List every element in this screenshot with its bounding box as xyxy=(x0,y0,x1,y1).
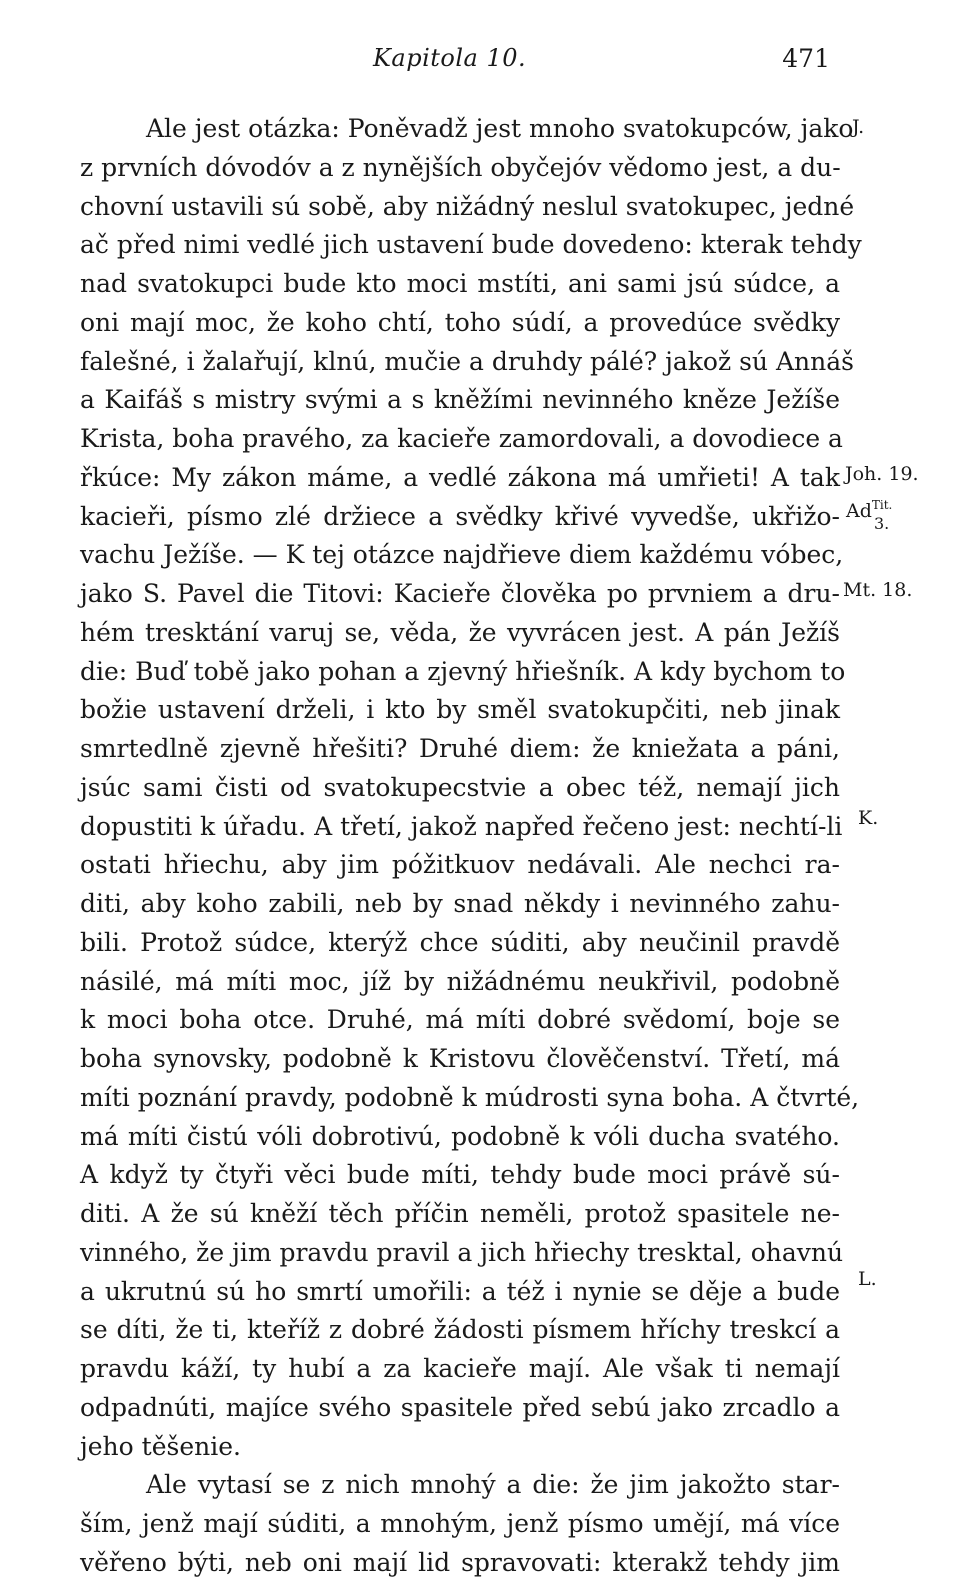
text-line: die: Buď tobě jako pohan a zjevný hřiešník. A kdy bychom to xyxy=(80,656,846,686)
text-line: boha synovsky, podobně k Kristovu člověčenství. Třetí, má xyxy=(80,1044,840,1073)
text-line: Ale jest otázka: Poněvadž jest mnoho svatokupców, jako xyxy=(146,114,854,143)
text-line: jeho těšenie. xyxy=(80,1431,241,1461)
text-line: falešné, i žalařují, klnú, mučie a druhdy pálé? jakož sú Annáš xyxy=(80,346,854,376)
text-line: ším, jenž mají súditi, a mnohým, jenž písmo umějí, má více xyxy=(80,1509,840,1538)
margin-note-j: J. xyxy=(852,116,865,138)
margin-note-joh: Joh. 19. xyxy=(845,463,919,485)
text-line: diti. A že sú kněží těch příčin neměli, protož spasitele ne- xyxy=(80,1199,840,1228)
text-line: násilé, má míti moc, jíž by nižádnému neukřivil, podobně xyxy=(80,966,840,996)
text-line: a ukrutnú sú ho smrtí umořili: a též i nynie se děje a bude xyxy=(80,1276,840,1306)
margin-note-tit-num: 3. xyxy=(874,514,890,533)
text-line: hém tresktání varuj se, věda, že vyvrácen jest. A pán Ježíš xyxy=(80,617,840,647)
running-head: Kapitola 10. xyxy=(373,44,527,72)
text-line: vinného, že jim pravdu pravil a jich hřiechy tresktal, ohavnú xyxy=(80,1237,844,1267)
text-line: nad svatokupci bude kto moci mstíti, ani sami jsú súdce, a xyxy=(80,269,840,298)
text-line: ostati hřiechu, aby jim póžitkuov nedávali. Ale nechci ra- xyxy=(80,850,840,880)
text-line: míti poznání pravdy, podobně k múdrosti syna boha. A čtvrté, xyxy=(80,1082,860,1112)
body-text xyxy=(80,110,862,1583)
text-line: bili. Protož súdce, kterýž chce súditi, aby neučinil pravdě xyxy=(80,927,840,957)
text-line: ač před nimi vedlé jich ustavení bude dovedeno: kterak tehdy xyxy=(80,230,862,260)
margin-note-tit: Tit. xyxy=(871,498,893,512)
text-line: dopustiti k úřadu. A třetí, jakož napřed řečeno jest: nechtí-li xyxy=(80,811,843,841)
text-line: diti, aby koho zabili, neb by snad někdy i nevinného zahu- xyxy=(80,889,840,918)
text-line: božie ustavení drželi, i kto by směl svatokupčiti, neb jinak xyxy=(80,695,840,725)
text-line: má míti čistú vóli dobrotivú, podobně k vóli ducha svatého. xyxy=(80,1121,840,1151)
text-line: řkúce: My zákon máme, a vedlé zákona má umřieti! A tak xyxy=(80,462,840,492)
text-line: smrtedlně zjevně hřešiti? Druhé diem: že kniežata a páni, xyxy=(80,734,840,763)
margin-note-k: K. xyxy=(858,807,879,829)
text-line: chovní ustavili sú sobě, aby nižádný neslul svatokupec, jedné xyxy=(80,191,855,221)
text-line: jako S. Pavel die Titovi: Kacieře člověka po prvniem a dru- xyxy=(80,579,840,608)
margin-note-ad-tit xyxy=(846,498,893,533)
text-line: a Kaifáš s mistry svými a s kněžími nevinného kněze Ježíše xyxy=(80,385,840,415)
text-line: pravdu káží, ty hubí a za kacieře mají. Ale však ti nemají xyxy=(80,1354,840,1383)
margin-note-l: L. xyxy=(858,1268,877,1290)
text-line: odpadnúti, majíce svého spasitele před sebú jako zrcadlo a xyxy=(80,1392,840,1422)
text-line: Krista, boha pravého, za kacieře zamordovali, a dovodiece a xyxy=(80,424,843,453)
text-line: věřeno býti, neb oni mají lid spravovati: kterakž tehdy jim xyxy=(80,1547,840,1577)
text-line: vachu Ježíše. — K tej otázce najdřieve diem každému vóbec, xyxy=(80,540,844,570)
margin-note-ad: Ad xyxy=(846,500,872,522)
page-number: 471 xyxy=(782,44,830,73)
page-header xyxy=(0,44,960,84)
text-line: se díti, že ti, kteříž z dobré žádosti písmem hříchy treskcí a xyxy=(80,1315,840,1345)
text-line: Ale vytasí se z nich mnohý a die: že jim jakožto star- xyxy=(146,1470,840,1500)
text-line: k moci boha otce. Druhé, má míti dobré svědomí, boje se xyxy=(80,1005,840,1035)
text-line: kacieři, písmo zlé držiece a svědky křivé vyvedše, ukřižo- xyxy=(80,501,840,531)
margin-note-mt: Mt. 18. xyxy=(843,579,913,601)
text-line: jsúc sami čisti od svatokupecstvie a obec též, nemají jich xyxy=(80,772,840,802)
text-line: oni mají moc, že koho chtí, toho súdí, a provedúce svědky xyxy=(80,307,840,337)
text-line: A když ty čtyři věci bude míti, tehdy bude moci právě sú- xyxy=(80,1160,840,1190)
text-line: z prvních dóvodóv a z nynějších obyčejóv vědomo jest, a du- xyxy=(80,152,841,182)
